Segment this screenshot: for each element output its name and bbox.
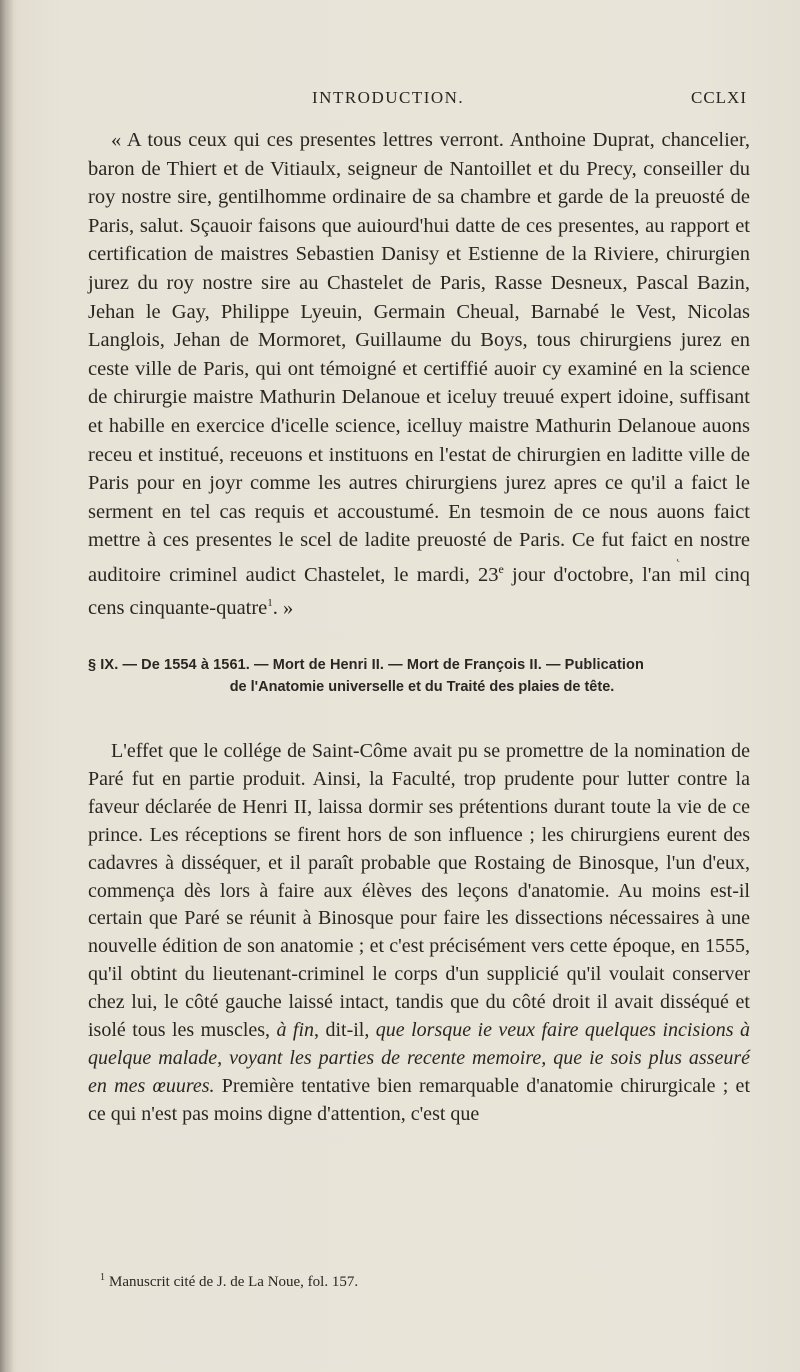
footnote (100, 1268, 740, 1292)
page-number: CCLXI (691, 88, 747, 107)
section-heading-line-2: de l'Anatomie universelle et du Traité des plaies de tête. (229, 679, 615, 695)
section-heading (88, 654, 756, 698)
quoted-letter-closing: . » (272, 597, 294, 620)
stray-mark: ˛ (676, 548, 681, 563)
body-italic-2: que lorsque ie veux faire quelques incisions à quelque malade, voyant les parties de recente memoire, que ie sois plus asseuré en mes œuures. (88, 1019, 750, 1097)
date-superscript: e (498, 561, 504, 576)
running-head (0, 88, 800, 112)
body-text-part-3: Première tentative bien remarquable d'anatomie chirurgicale ; et ce qui n'est pas moins digne d'attention, c'est que (88, 1074, 750, 1125)
body-text-part-2: , dit-il, (314, 1019, 376, 1042)
footnote-text: Manuscrit cité de J. de La Noue, fol. 157. (109, 1274, 359, 1290)
footnote-reference: 1 (267, 597, 273, 610)
body-text-part-1: L'effet que le collége de Saint-Côme avait pu se promettre de la nomination de Paré fut en partie produit. Ainsi, la Faculté, trop prudente pour lutter contre la faveur déclarée de Henri II, laissa dormir ses prétentions durant toute la vie de ce prince. Les réceptions se firent hors de son influence ; les chirurgiens eurent des cadavres à disséquer, et il paraît probable que Rostaing de Binosque, l'un d'eux, commença dès lors à faire aux élèves des leçons d'anatomie. Au moins est-il certain que Paré se réunit à Binosque pour faire les dissections nécessaires à une nouvelle édition de son anatomie ; et c'est précisément vers cette époque, en 1555, qu'il obtint du lieutenant-criminel le corps d'un supplicié qu'il voulait conserver chez lui, le côté gauche laissé intact, tandis que du côté droit il avait disséqué et isolé tous les muscles, (88, 740, 750, 1042)
quoted-letter-text: « A tous ceux qui ces presentes lettres verront. Anthoine Duprat, chancelier, baron de Thiert et de Vitiaulx, seigneur de Nantoillet et du Precy, conseiller du roy nostre sire, gentilhomme ordinaire de sa chambre et garde de la preuosté de Paris, salut. Sçauoir faisons que auiourd'hui datte de ces presentes, au rapport et certification de maistres Sebastien Danisy et Estienne de la Riviere, chirurgien jurez du roy nostre sire au Chastelet de Paris, Rasse Desneux, Pascal Bazin, Jehan le Gay, Philippe Lyeuin, Germain Cheual, Barnabé le Vest, Nicolas Langlois, Jehan de Mormoret, Guillaume du Boys, tous chirurgiens jurez en ceste ville de Paris, qui ont témoigné et certiffié auoir cy examiné en la science de chirurgie maistre Mathurin Delanoue et iceluy treuué expert idoine, suffisant et habille en exercice d'icelle science, icelluy maistre Mathurin Delanoue auons receu et institué, receuons et instituons en l'estat de chirurgien en laditte ville de Paris pour en joyr comme les autres chirurgiens jurez apres ce qu'il a faict le serment en tel cas requis et accoustumé. En tesmoin de ce nous auons faict mettre à ces presentes le scel de ladite preuosté de Paris. Ce fut faict en nostre auditoire criminel audict Chastelet, le mardi, 23 (88, 129, 750, 586)
footnote-marker: 1 (100, 1272, 105, 1283)
binding-shadow (0, 0, 14, 1372)
body-paragraph (88, 738, 750, 1129)
quoted-letter (88, 126, 750, 623)
section-heading-line-1: § IX. — De 1554 à 1561. — Mort de Henri II. — Mort de François II. — Publication (88, 657, 644, 673)
running-title: INTRODUCTION. (312, 88, 465, 107)
quoted-letter-text-end: jour d'octobre, l'an mil cinq cens cinquante-quatre (88, 563, 750, 620)
body-italic-1: à fin (276, 1019, 315, 1042)
